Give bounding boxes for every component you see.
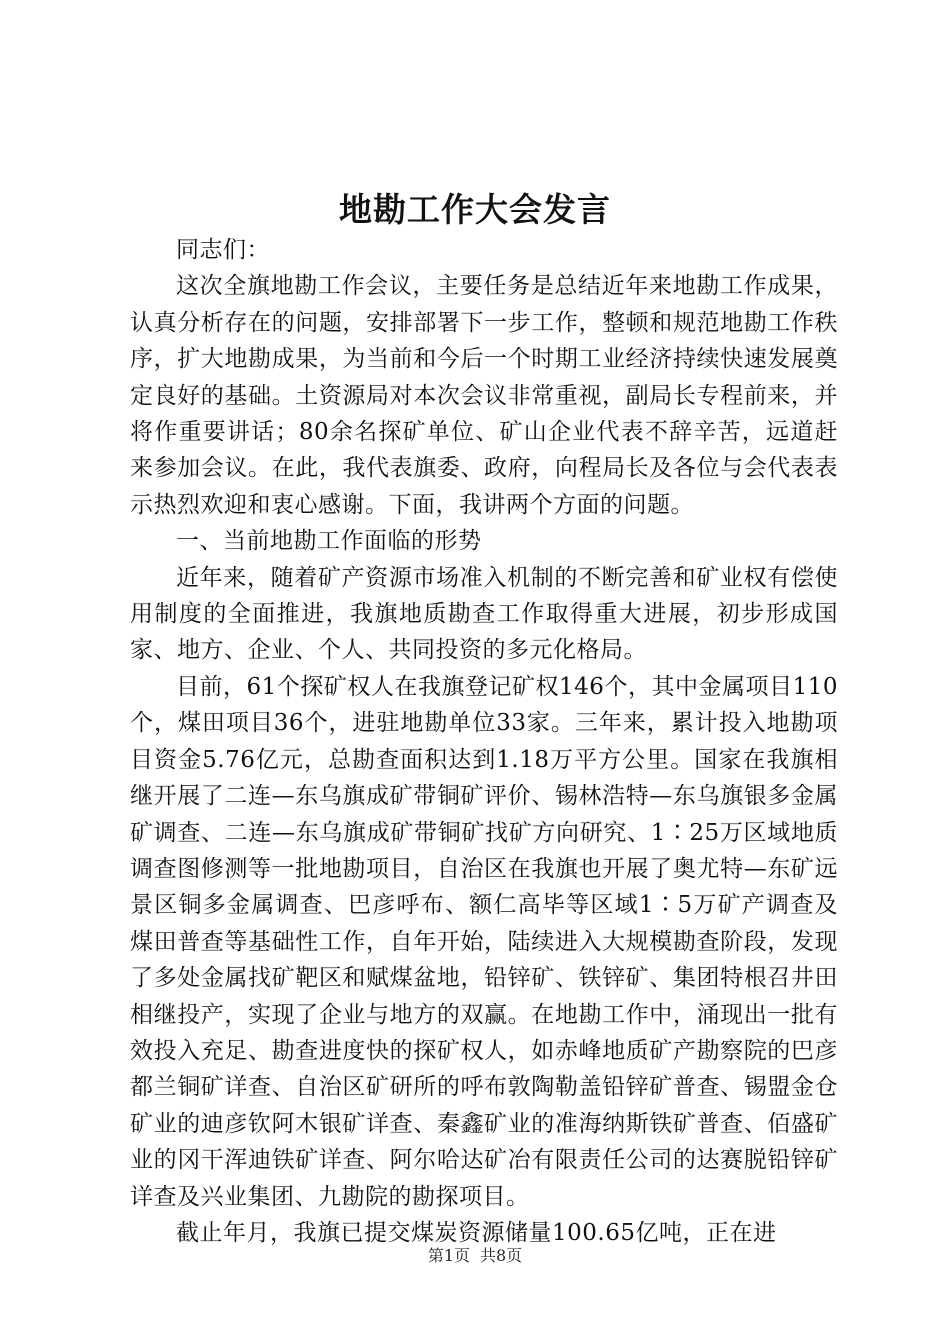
page-footer: [0, 1244, 950, 1268]
page-total: 共8页: [480, 1246, 523, 1265]
greeting-paragraph: 同志们：: [176, 237, 270, 263]
body-paragraph: 近年来，随着矿产资源市场准入机制的不断完善和矿业权有偿使用制度的全面推进，我旗地质勘查工作取得重大进展，初步形成国家、地方、企业、个人、共同投资的多元化格局。: [130, 564, 838, 664]
document-body: [130, 232, 838, 1251]
page-number: 第1页: [427, 1246, 470, 1265]
body-paragraph: 这次全旗地勘工作会议，主要任务是总结近年来地勘工作成果，认真分析存在的问题，安排部署下一步工作，整顿和规范地勘工作秩序，扩大地勘成果，为当前和今后一个时期工业经济持续快速发展奠定良好的基础。土资源局对本次会议非常重视，副局长专程前来，并将作重要讲话；80余名探矿单位、矿山企业代表不辞辛苦，远道赶来参加会议。在此，我代表旗委、政府，向程局长及各位与会代表表示热烈欢迎和衷心感谢。下面，我讲两个方面的问题。: [130, 273, 838, 518]
body-paragraph: 截止年月，我旗已提交煤炭资源储量100.65亿吨，正在进: [176, 1219, 777, 1246]
body-paragraph: 目前，61个探矿权人在我旗登记矿权146个，其中金属项目110个，煤田项目36个，进驻地勘单位33家。三年来，累计投入地勘项目资金5.76亿元，总勘查面积达到1.18万平方公里。国家在我旗相继开展了二连—东乌旗成矿带铜矿评价、锡林浩特—东乌旗银多金属矿调查、二连—东乌旗成矿带铜矿找矿方向研究、1∶25万区域地质调查图修测等一批地勘项目，自治区在我旗也开展了奥尤特—东矿远景区铜多金属调查、巴彦呼布、额仁高毕等区域1∶5万矿产调查及煤田普查等基础性工作，自年开始，陆续进入大规模勘查阶段，发现了多处金属找矿靶区和赋煤盆地，铅锌矿、铁锌矿、集团特根召井田相继投产，实现了企业与地方的双赢。在地勘工作中，涌现出一批有效投入充足、勘查进度快的探矿权人，如赤峰地质矿产勘察院的巴彦都兰铜矿详查、自治区矿研所的呼布敦陶勒盖铅锌矿普查、锡盟金仓矿业的迪彦钦阿木银矿详查、秦鑫矿业的准海纳斯铁矿普查、佰盛矿业的冈干浑迪铁矿详查、阿尔哈达矿冶有限责任公司的达赛脱铅锌矿详查及兴业集团、九勘院的勘探项目。: [130, 673, 838, 1210]
document-title: 地勘工作大会发言: [339, 190, 611, 229]
section-heading: 一、当前地勘工作面临的形势: [176, 528, 482, 555]
